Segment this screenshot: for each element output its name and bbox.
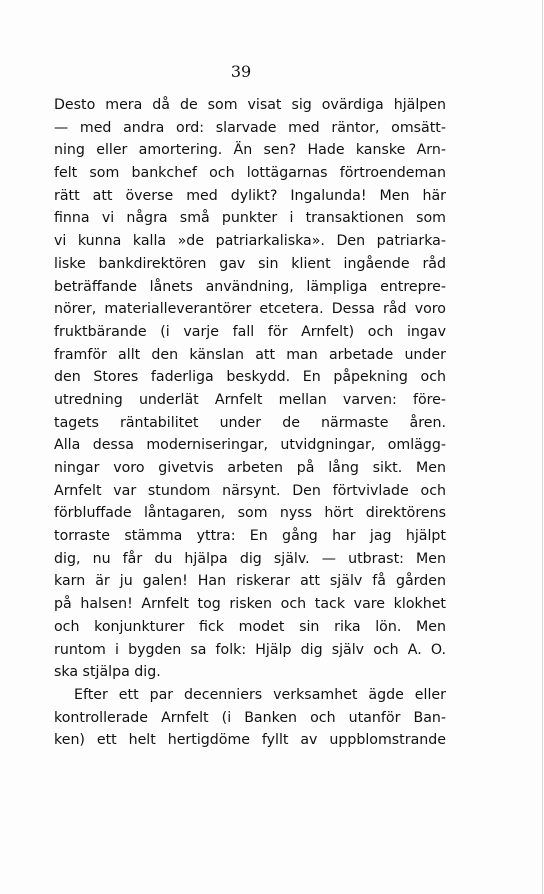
text-line: på halsen! Arnfelt tog risken och tack vare klokhet [54, 596, 446, 613]
text-line: fruktbärande (i varje fall för Arnfelt) och ingav [54, 323, 446, 340]
text-line: dig, nu får du hjälpa dig själv. — utbrast: Men [54, 550, 446, 567]
text-line: den Stores faderliga beskydd. En påpekning och [54, 369, 446, 386]
text-line: kontrollerade Arnfelt (i Banken och utanför Ban- [54, 709, 446, 726]
text-line: framför allt den känslan att man arbetade under [54, 346, 446, 363]
text-line: ska stjälpa dig. [54, 664, 161, 681]
text-line: rätt att överse med dylikt? Ingalunda! Men här [54, 187, 446, 204]
text-line: ken) ett helt hertigdöme fyllt av uppblomstrande [54, 732, 446, 749]
page-edge [542, 0, 543, 894]
text-line: ning eller amortering. Än sen? Hade kanske Arn- [54, 142, 446, 159]
page-number: 39 [230, 62, 252, 81]
text-line: runtom i bygden sa folk: Hjälp dig själv och A. O. [54, 641, 446, 658]
text-line: och konjunkturer fick modet sin rika lön. Men [54, 618, 446, 635]
text-line: torraste stämma yttra: En gång har jag hjälpt [54, 528, 446, 545]
text-line: tagets räntabilitet under de närmaste åren. [54, 414, 446, 431]
text-line: — med andra ord: slarvade med räntor, omsätt- [54, 119, 446, 136]
text-line: beträffande lånets användning, lämpliga entrepre- [54, 278, 446, 295]
text-line: ningar voro givetvis arbeten på lång sikt. Men [54, 460, 446, 476]
text-line: utredning underlät Arnfelt mellan varven: före- [54, 391, 446, 408]
text-line: felt som bankchef och lottägarnas förtroendeman [54, 165, 446, 182]
text-line: förbluffade låntagaren, som nyss hört direktörens [54, 505, 446, 522]
text-line: finna vi några små punkter i transaktionen som [54, 210, 446, 227]
text-line: karn är ju galen! Han riskerar att själv få gården [54, 573, 446, 590]
text-line: Arnfelt var stundom närsynt. Den förtvivlade och [54, 482, 446, 499]
text-line: nörer, materialleverantörer etcetera. Dessa råd voro [54, 301, 446, 318]
text-line: vi kunna kalla »de patriarkaliska». Den patriarka- [54, 233, 446, 250]
text-line: liske bankdirektören gav sin klient ingående råd [54, 255, 446, 272]
text-line: Efter ett par decenniers verksamhet ägde eller [74, 686, 446, 703]
body-text [54, 94, 446, 752]
text-line: Alla dessa moderniseringar, utvidgningar, omlägg- [54, 437, 446, 454]
text-line: Desto mera då de som visat sig ovärdiga hjälpen [54, 97, 446, 113]
